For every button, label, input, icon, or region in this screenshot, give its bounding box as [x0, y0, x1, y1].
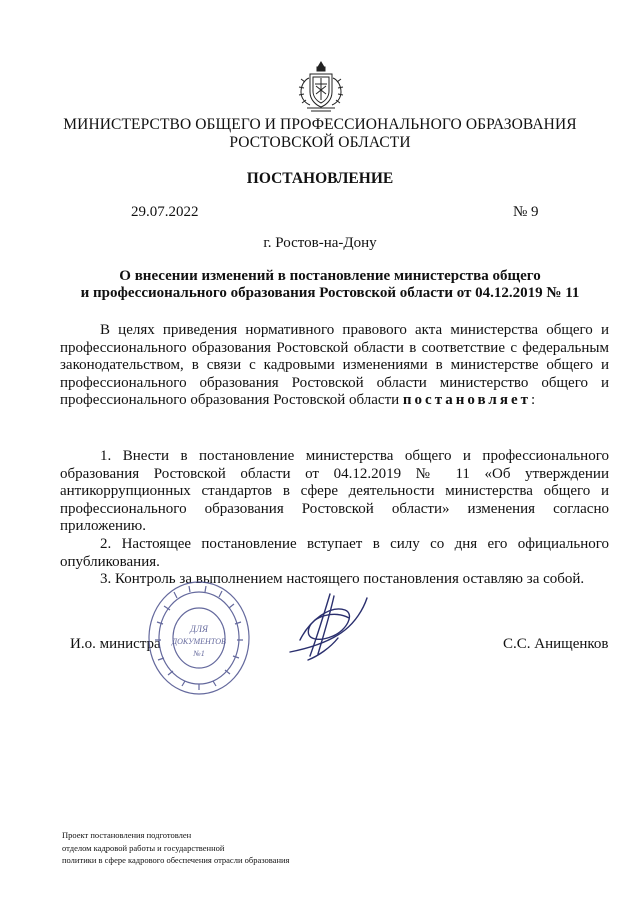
stamp-text-line-2: ДОКУМЕНТОВ — [172, 637, 226, 646]
subject-line-1: О внесении изменений в постановление министерства общего — [119, 268, 541, 284]
stamp-text-line-1: ДЛЯ — [190, 624, 208, 634]
subject-line-2: и профессионального образования Ростовской области от 04.12.2019 № 11 — [80, 285, 580, 301]
ministry-name — [40, 116, 600, 152]
document-city: г. Ростов-на-Дону — [263, 235, 377, 251]
resolves-word: постановляет — [402, 392, 531, 409]
resolution-item-3: 3. Контроль за выполнением настоящего постановления оставляю за собой. — [100, 571, 585, 588]
stamp-text-line-3: №1 — [193, 649, 205, 658]
handwritten-signature — [270, 580, 380, 680]
ministry-line-1: МИНИСТЕРСТВО ОБЩЕГО И ПРОФЕССИОНАЛЬНОГО ОБРАЗОВАНИЯ — [63, 116, 577, 133]
resolution-items — [60, 448, 609, 589]
document-subject — [60, 268, 600, 302]
signer-title: И.о. министра — [70, 636, 161, 652]
resolves-colon: : — [531, 392, 536, 409]
document-type: ПОСТАНОВЛЕНИЕ — [246, 170, 394, 187]
preamble-text: В целях приведения нормативного правового акта министерства общего и профессионального образования Ростовской области в соответствие с федеральным законодательством, в связи с кадровыми изменениями в министерстве общего и профессионального образования Ростовской области министерство общего и профессионального образования Ростовской области — [60, 322, 609, 409]
footnote-line-3: политики в сфере кадрового обеспечения отрасли образования — [62, 855, 290, 865]
preamble-paragraph — [60, 322, 609, 410]
footnote-line-1: Проект постановления подготовлен — [62, 830, 192, 840]
document-date: 29.07.2022 — [131, 204, 199, 220]
footnote — [62, 829, 289, 867]
footnote-line-2: отделом кадровой работы и государственной — [62, 842, 225, 853]
document-number: № 9 — [513, 204, 539, 220]
official-stamp — [144, 578, 254, 698]
coat-of-arms-icon — [293, 58, 349, 114]
resolution-item-2: 2. Настоящее постановление вступает в силу со дня его официального опубликования. — [60, 535, 609, 570]
signer-name: С.С. Анищенков — [503, 636, 609, 652]
resolution-item-1: 1. Внести в постановление министерства общего и профессионального образования Ростовской области от 04.12.2019 № 11 «Об утверждении антикоррупционных стандартов в сфере деятельности министерства общего и профессионального образования Ростовской области» изменения согласно приложению. — [60, 448, 609, 535]
ministry-line-2: РОСТОВСКОЙ ОБЛАСТИ — [229, 134, 411, 151]
